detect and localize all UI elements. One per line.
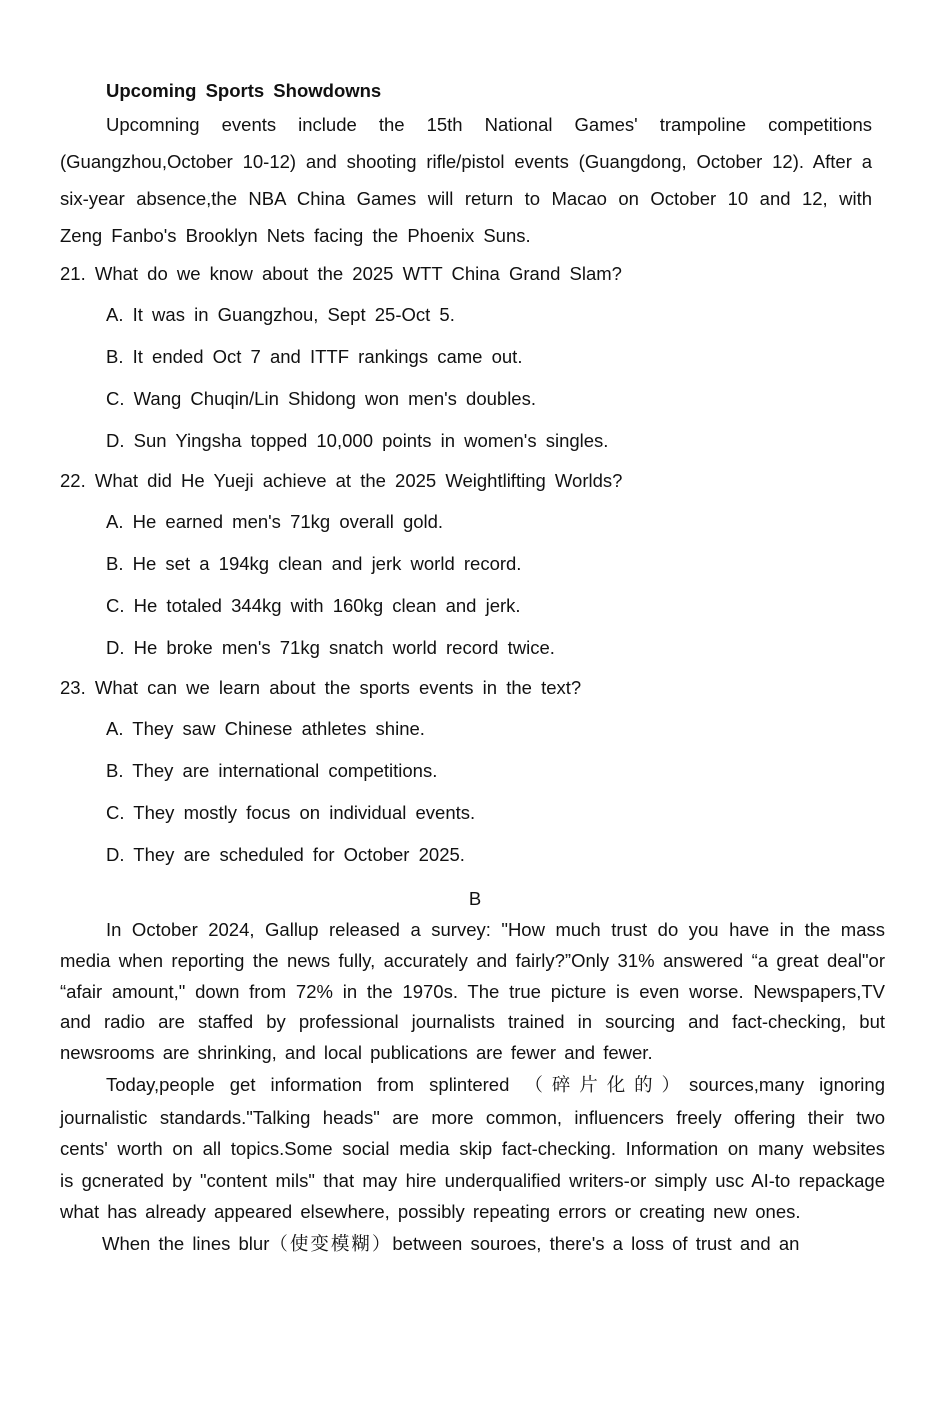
paragraph-text-end: between souroes, there's a loss of trust and an <box>392 1232 800 1254</box>
passage-paragraph-1: In October 2024, Gallup released a survey: "How much trust do you have in the mass media when reporting the news fully, accurately and fairly?”Only 31% answered “a great deal"or “afair amount," down from 72% in the 1970s. The true picture is even worse. Newspapers,TV and radio are staffed by professional journalists trained in sourcing and fact-checking, but newsrooms are shrinking, and local publications are fewer and fewer. <box>60 919 885 1064</box>
option-b: B. It ended Oct 7 and ITTF rankings came out. <box>106 346 523 367</box>
option-b: B. He set a 194kg clean and jerk world record. <box>106 553 522 574</box>
option-a: A. It was in Guangzhou, Sept 25-Oct 5. <box>106 304 455 325</box>
section-b-label: B <box>468 888 482 909</box>
section-a-tail <box>60 76 872 875</box>
paragraph-text-end: sources,many ignoring journalistic standards."Talking heads" are more common, influencers freely offering their two cents' worth on all topics.Some social media skip fact-checking. Information on many websites is gcnerated by "content mils" that may hire underqualified writers-or simply usc AI-to repackage what has already appeared elsewhere, possibly repeating errors or creating new ones. <box>60 1073 885 1223</box>
question-23 <box>60 668 872 875</box>
option-c: C. He totaled 344kg with 160kg clean and jerk. <box>106 595 521 616</box>
option-a: A. They saw Chinese athletes shine. <box>106 718 425 739</box>
subsection-heading: Upcoming Sports Showdowns <box>106 80 382 101</box>
option-d: D. Sun Yingsha topped 10,000 points in women's singles. <box>106 430 609 451</box>
option-d: D. They are scheduled for October 2025. <box>106 844 465 865</box>
question-stem: 21. What do we know about the 2025 WTT China Grand Slam? <box>60 263 622 284</box>
option-c: C. They mostly focus on individual events. <box>106 802 476 823</box>
question-stem: 22. What did He Yueji achieve at the 2025 Weightlifting Worlds? <box>60 470 623 491</box>
upcoming-events-paragraph: Upcomning events include the 15th National Games' trampoline competitions (Guangzhou,October 10-12) and shooting rifle/pistol events (Guangdong, October 12). After a six-year absence,the NBA China Games will return to Macao on October 10 and 12, with Zeng Fanbo's Brooklyn Nets facing the Phoenix Suns. <box>60 114 872 246</box>
passage-paragraph-3 <box>60 1228 885 1261</box>
passage-paragraph-2 <box>60 1069 885 1228</box>
chinese-gloss: （使变模糊） <box>269 1233 393 1255</box>
option-b: B. They are international competitions. <box>106 760 438 781</box>
question-22 <box>60 461 872 668</box>
chinese-gloss: （碎片化的） <box>524 1074 689 1096</box>
option-d: D. He broke men's 71kg snatch world record twice. <box>106 637 555 658</box>
question-21 <box>60 254 872 461</box>
question-stem: 23. What can we learn about the sports events in the text? <box>60 677 582 698</box>
paragraph-text-start: When the lines blur <box>102 1232 270 1254</box>
option-a: A. He earned men's 71kg overall gold. <box>106 511 444 532</box>
option-c: C. Wang Chuqin/Lin Shidong won men's doubles. <box>106 388 536 409</box>
section-b-passage <box>60 915 885 1261</box>
paragraph-text-start: Today,people get information from splintered <box>106 1073 525 1095</box>
